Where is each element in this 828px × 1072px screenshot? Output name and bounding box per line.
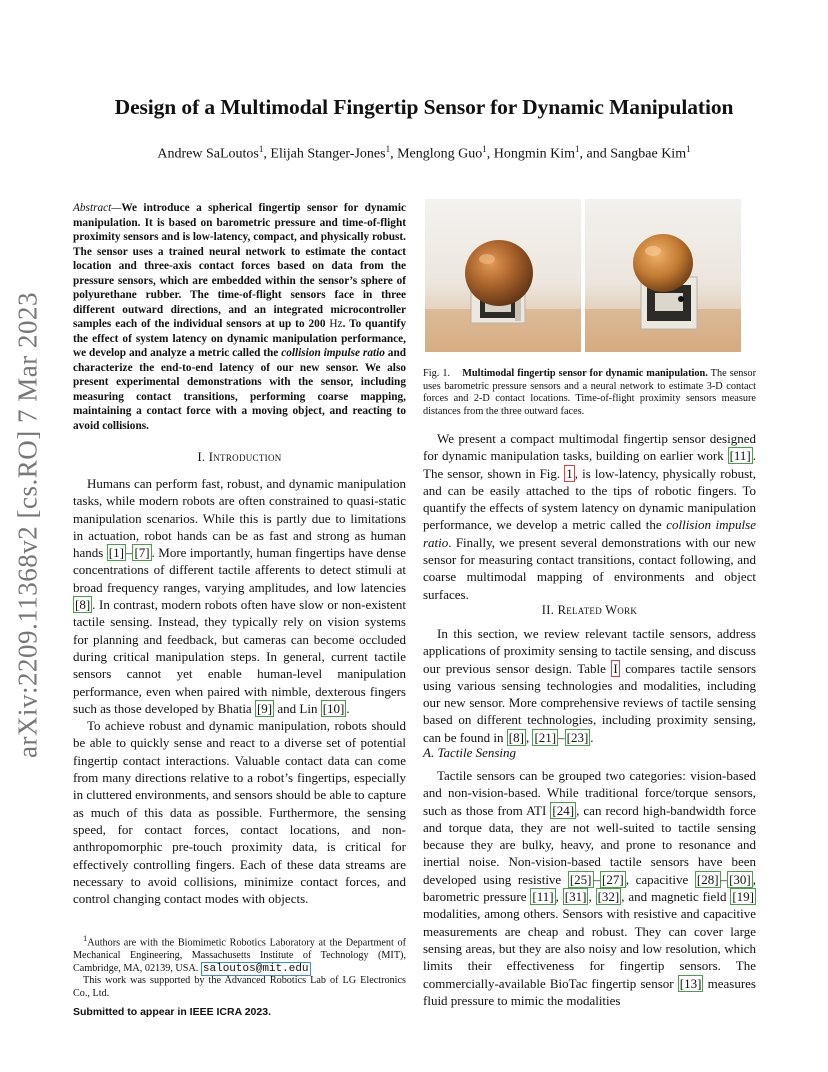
emphasized-term: collision impulse ratio: [423, 517, 757, 550]
figure-link[interactable]: 1: [566, 465, 573, 481]
citation-link[interactable]: [13]: [679, 975, 702, 991]
author-separator: ,: [390, 146, 398, 162]
section-heading-related-work: [423, 603, 756, 618]
citation-link[interactable]: [24]: [552, 802, 575, 818]
section-heading-introduction: [73, 450, 406, 465]
text: In this section, we review relevant tactile sensors, address applications of proximity sensing to tactile sensing, and discuss our previous sensor design. Table: [423, 626, 756, 676]
author-separator: , and: [579, 146, 611, 162]
abstract-unit: Hz: [329, 318, 343, 330]
citation-link[interactable]: [7]: [134, 545, 150, 561]
figure-photo-right: [585, 199, 741, 352]
author-affiliation-sup: 1: [575, 144, 580, 154]
text: and Lin: [274, 700, 321, 716]
text: measures fluid pressure to mimic the modalities: [423, 975, 756, 1008]
text: .: [590, 729, 594, 745]
footnote-marker: 1: [83, 933, 88, 943]
author-affiliation-sup: 1: [482, 144, 487, 154]
abstract-text: and characterize the end-to-end latency of our new sensor. We also present experimental demonstrations with the sensor, including measuring contact transitions, performing coarse mapping, maintaining a contact force with a moving object, and reacting to avoid collisions.: [73, 347, 407, 432]
citation-link[interactable]: [19]: [732, 889, 755, 905]
text: .: [346, 700, 350, 716]
text: Tactile sensors can be grouped two categories: vision-based and non-vision-based. While traditional force/torque sensors, such as those from ATI: [423, 768, 756, 818]
author-separator: ,: [486, 146, 494, 162]
citation-link[interactable]: [31]: [564, 889, 587, 905]
citation-link[interactable]: [32]: [597, 889, 620, 905]
text: , capacitive: [625, 871, 695, 887]
author: Andrew SaLoutos: [157, 146, 259, 162]
citation-link[interactable]: [25]: [569, 871, 592, 887]
citation-link[interactable]: [8]: [75, 597, 91, 613]
text: , can record high-bandwidth force and torque data, they are not well-suited to tactile sensing because they are bulky, heavy, and prone to resonance and inertial noise. Non-vision-based tactile sensors have been developed using resistive: [423, 802, 756, 887]
abstract-text: . To quantify the effect of system latency on dynamic manipulation performance, we develop and analyze a metric called the: [73, 318, 406, 359]
arxiv-identifier-text: arXiv:2209.11368v2 [cs.RO] 7 Mar 2023: [12, 292, 43, 758]
author: Sangbae Kim: [610, 146, 687, 162]
footnote-funding: This work was supported by the Advanced Robotics Lab of LG Electronics Co., Ltd.: [73, 975, 406, 999]
text: . Finally, we present several demonstrations with our new sensor for measuring contact transitions, contact following, and coarse multimodal mapping of environments and object surfaces.: [423, 534, 756, 602]
citation-link[interactable]: [11]: [729, 448, 751, 464]
citation-link[interactable]: [8]: [508, 729, 524, 745]
citation-link[interactable]: [1]: [108, 545, 124, 561]
email-link[interactable]: saloutos@mit.edu: [202, 962, 309, 975]
text: –: [593, 871, 601, 887]
right-column-body: [423, 430, 756, 603]
text: ,: [588, 889, 596, 905]
section-title: Introduction: [208, 450, 282, 464]
figure-label: Fig. 1.: [423, 368, 451, 379]
paragraph: [73, 475, 406, 717]
related-work-body: [423, 625, 756, 746]
paragraph: [423, 767, 756, 1009]
paragraph: [423, 625, 756, 746]
citation-link[interactable]: [11]: [532, 889, 554, 905]
citation-link[interactable]: [30]: [729, 871, 751, 887]
author: Elijah Stanger-Jones: [270, 146, 386, 162]
text: compares tactile sensors using various sensing technologies and modalities, including our new sensor. More comprehensive reviews of tactile sensing based on different technologies, including proximity sensing, can be found in: [423, 660, 757, 745]
footnote: [73, 932, 406, 1000]
author-affiliation-sup: 1: [258, 144, 264, 154]
text: ,: [555, 889, 563, 905]
fingertip-sensor-photo-icon: [425, 199, 581, 352]
citation-link[interactable]: [10]: [322, 700, 345, 716]
abstract-term: collision impulse ratio: [281, 347, 385, 359]
footnote-affiliation: [73, 932, 406, 975]
text: , and magnetic field: [621, 889, 731, 905]
figure-photo-left: [425, 199, 581, 352]
text: Authors are with the Biomimetic Robotics Laboratory at the Department of Mechanical Engineering, Massachusetts Institute of Technology (MIT), Cambridge, MA, 02139, USA.: [73, 937, 406, 974]
text: –: [125, 545, 133, 561]
subsection-heading-tactile-sensing: A. Tactile Sensing: [423, 745, 517, 760]
text: –: [720, 871, 728, 887]
text: modalities, among others. Sensors with resistive and capacitive measurements are cheap and robust. They can cover large sensing areas, but they are also noisy and low resolution, which limits their effectiveness for fingertip sensors. The commercially-available BioTac fingertip sensor: [423, 906, 756, 991]
section-number: I.: [197, 450, 209, 464]
author-affiliation-sup: 1: [686, 144, 691, 154]
author: Menglong Guo: [397, 146, 483, 162]
paper-title: Design of a Multimodal Fingertip Sensor for Dynamic Manipulation: [114, 95, 734, 119]
text: ,: [525, 729, 533, 745]
tactile-sensing-body: [423, 767, 756, 1009]
citation-link[interactable]: [23]: [566, 729, 589, 745]
paragraph: To achieve robust and dynamic manipulation, robots should be able to quickly sense and react to a diverse set of potential fingertip contact interactions. Valuable contact data can come from many directions relative to a robot’s fingertips, especially in cluttered environments, and sensors should be able to capture as much of this data as possible. Furthermore, the sensing speed, for contact forces, contact locations, and non-anthropomorphic pre-touch proximity data, is critical for effectively controlling fingers. Each of these data streams are necessary to avoid collisions, minimize contact forces, and control changing contact modes with objects.: [73, 718, 406, 907]
abstract-lead: Abstract—: [73, 202, 122, 214]
author-list: [60, 144, 788, 163]
figure-caption: [423, 368, 756, 419]
citation-link[interactable]: [9]: [256, 700, 273, 716]
text: , barometric pressure: [423, 871, 756, 905]
text: We present a compact multimodal fingertip sensor designed for dynamic manipulation tasks, building on earlier work: [423, 431, 756, 464]
author: Hongmin Kim: [493, 146, 576, 162]
fingertip-sensor-photo-icon: [585, 199, 741, 352]
table-link[interactable]: I: [613, 660, 618, 676]
figure-caption-title: Multimodal fingertip sensor for dynamic manipulation.: [462, 368, 708, 379]
text: , is low-latency, physically robust, and can be easily attached to the tips of robotic fingers. To quantify the effects of system latency on dynamic manipulation performance, we develop a metric called the: [423, 465, 757, 533]
paragraph: [423, 430, 756, 603]
citation-link[interactable]: [28]: [696, 871, 719, 887]
abstract-text: We introduce a spherical fingertip sensor for dynamic manipulation. It is based on barometric pressure and time-of-flight proximity sensors and is low-latency, compact, and physically robust. The sensor uses a trained neural network to estimate the contact location and three-axis contact forces based on data from the pressure sensors, which are embedded within the sensor’s sphere of polyurethane rubber. The time-of-flight sensors face in three different outward directions, and an integrated microcontroller samples each of the individual sensors at up to 200: [73, 202, 406, 330]
text: . In contrast, modern robots often have slow or non-existent tactile sensing. Instead, they typically rely on vision systems for planning and feedback, but cameras can become occluded during critical manipulation steps. In general, current tactile sensors cannot yet enable human-level manipulation performance, even when paired with nimble, dexterous fingers such as those developed by Bhatia: [73, 597, 406, 716]
text: . The sensor, shown in Fig.: [423, 448, 756, 481]
abstract: [73, 201, 406, 433]
figure-caption-text: The sensor uses barometric pressure sensors and a neural network to estimate 3-D contact forces and 2-D contact locations. Time-of-flight proximity sensors measure distances from the three outward faces.: [423, 368, 757, 418]
arxiv-identifier-stamp[interactable]: [8, 290, 48, 760]
author-affiliation-sup: 1: [385, 144, 391, 154]
author-separator: ,: [263, 146, 271, 162]
citation-link[interactable]: [27]: [602, 871, 624, 887]
section-title: Related Work: [557, 603, 638, 617]
introduction-body: [73, 475, 406, 907]
text: Humans can perform fast, robust, and dynamic manipulation tasks, while modern robots are often constrained to quasi-static manipulation scenarios. While this is partly due to limitations in actuation, robot hands can be as fast and strong as human hands: [73, 476, 406, 561]
section-number: II.: [541, 603, 558, 617]
text: –: [558, 729, 565, 745]
submission-note: Submitted to appear in IEEE ICRA 2023.: [73, 1006, 271, 1018]
citation-link[interactable]: [21]: [534, 729, 557, 745]
text: . More importantly, human fingertips have dense concentrations of different tactile afferents to detect stimuli at broad frequency ranges, varying amplitudes, and low latencies: [73, 545, 406, 595]
